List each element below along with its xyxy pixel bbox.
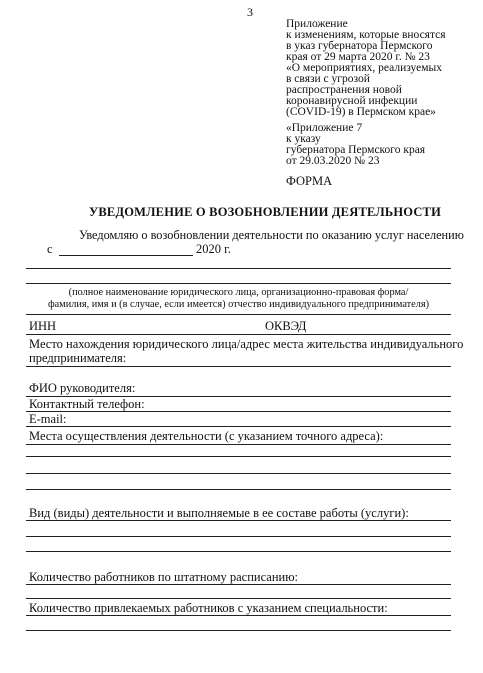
- appendix-line: «О мероприятиях, реализуемых: [286, 62, 442, 74]
- appendix-line: к изменениям, которые вносятся: [286, 29, 446, 41]
- email-label: E-mail:: [29, 412, 67, 426]
- places-line-3[interactable]: [26, 473, 451, 474]
- location-label: Место нахождения юридического лица/адрес места жительства индивидуального: [29, 337, 464, 351]
- caption-line-2: фамилия, имя и (в случае, если имеется) отчество индивидуального предпринимателя): [47, 299, 430, 310]
- appendix-line: (COVID-19) в Пермском крае»: [286, 106, 436, 118]
- intro-text: Уведомляю о возобновлении деятельности по оказанию услуг населению: [79, 228, 464, 242]
- appendix-line: коронавирусной инфекции: [286, 95, 418, 107]
- date-blank-line[interactable]: [59, 255, 193, 256]
- appendix-block-2: [286, 123, 425, 167]
- org-name-line[interactable]: [26, 268, 451, 269]
- head-fio-label: ФИО руководителя:: [29, 381, 136, 395]
- caption-line-1: (полное наименование юридического лица, организационно-правовая форма/: [68, 287, 409, 298]
- document-title: УВЕДОМЛЕНИЕ О ВОЗОБНОВЛЕНИИ ДЕЯТЕЛЬНОСТИ: [89, 205, 442, 219]
- appendix-block: [286, 19, 446, 118]
- intro-prefix: с: [47, 242, 53, 256]
- activity-line-3[interactable]: [26, 551, 451, 552]
- intro-suffix: 2020 г.: [196, 242, 231, 256]
- location-label-2: предпринимателя:: [29, 351, 127, 365]
- appendix-line: в связи с угрозой: [286, 73, 370, 85]
- phone-line[interactable]: [26, 411, 451, 412]
- places-line-1[interactable]: [26, 444, 451, 445]
- page-number: 3: [247, 5, 253, 19]
- involved-count-label: Количество привлекаемых работников с указанием специальности:: [29, 601, 388, 615]
- appendix-line: к указу: [286, 133, 321, 145]
- caption-underline: [26, 314, 451, 315]
- inn-okved-line[interactable]: [26, 334, 451, 335]
- activity-label: Вид (виды) деятельности и выполняемые в ее составе работы (услуги):: [29, 506, 409, 520]
- appendix-line: губернатора Пермского края: [286, 144, 426, 156]
- appendix-line: Приложение: [286, 18, 348, 30]
- inn-label: ИНН: [29, 319, 57, 333]
- staff-count-line[interactable]: [26, 584, 451, 585]
- involved-count-line[interactable]: [26, 615, 451, 616]
- email-line[interactable]: [26, 426, 451, 427]
- phone-label: Контактный телефон:: [29, 397, 145, 411]
- activity-line-2[interactable]: [26, 536, 451, 537]
- form-label: ФОРМА: [286, 174, 333, 188]
- appendix-line: распространения новой: [286, 84, 402, 96]
- staff-count-line-2[interactable]: [26, 598, 451, 599]
- activity-line-1[interactable]: [26, 520, 451, 521]
- places-label: Места осуществления деятельности (с указанием точного адреса):: [29, 429, 384, 443]
- org-name-line-2[interactable]: [26, 283, 451, 284]
- appendix-line: края от 29 марта 2020 г. № 23: [286, 51, 430, 63]
- appendix-line: от 29.03.2020 № 23: [286, 155, 380, 167]
- location-line[interactable]: [26, 366, 451, 367]
- involved-count-line-2[interactable]: [26, 630, 451, 631]
- appendix-line: «Приложение 7: [286, 122, 363, 134]
- staff-count-label: Количество работников по штатному расписанию:: [29, 570, 299, 584]
- org-name-caption: [26, 287, 451, 311]
- places-line-4[interactable]: [26, 489, 451, 490]
- okved-label: ОКВЭД: [265, 319, 307, 333]
- places-line-2[interactable]: [26, 456, 451, 457]
- appendix-line: в указ губернатора Пермского: [286, 40, 433, 52]
